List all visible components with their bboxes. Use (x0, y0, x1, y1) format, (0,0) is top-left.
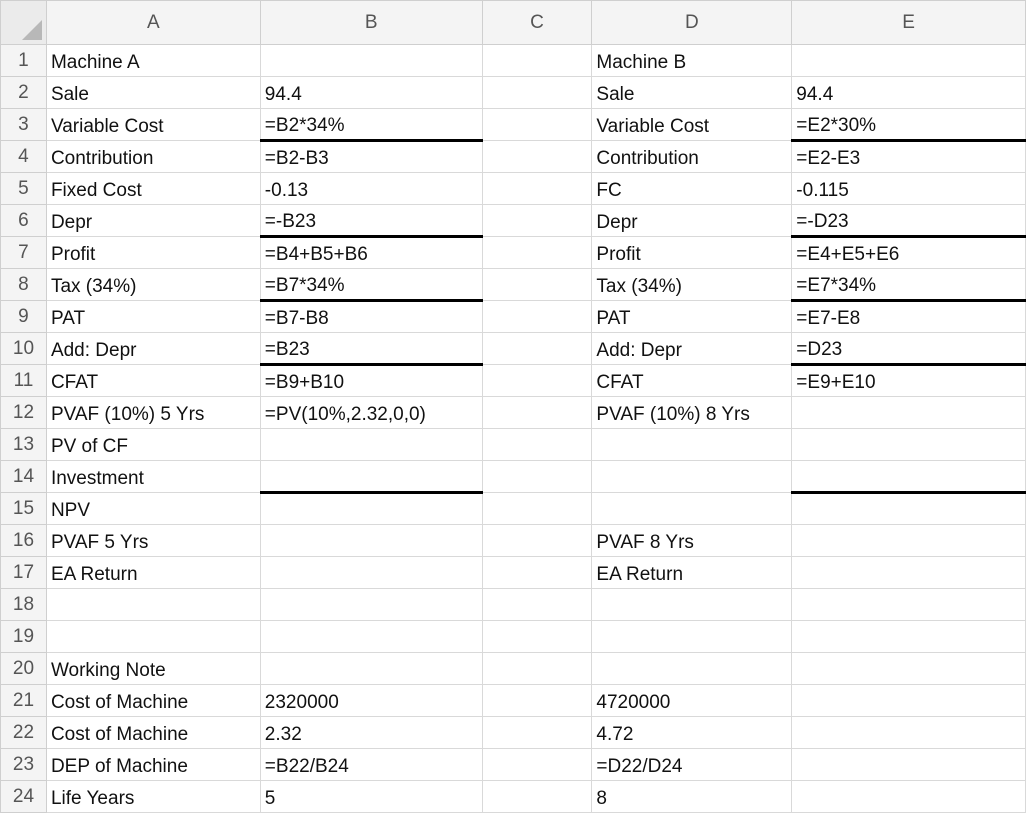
cell-b[interactable]: 5 (260, 781, 482, 813)
cell-e[interactable] (792, 749, 1026, 781)
cell-c[interactable] (482, 621, 592, 653)
table-row (1, 525, 1026, 557)
cell-d[interactable] (592, 621, 792, 653)
cell-b[interactable]: =B2*34% (260, 109, 482, 141)
row-header[interactable]: 9 (1, 301, 47, 333)
cell-d[interactable] (592, 493, 792, 525)
table-row (1, 493, 1026, 525)
cell-d[interactable]: Variable Cost (592, 109, 792, 141)
cell-a[interactable]: PVAF 5 Yrs (46, 525, 260, 557)
cell-a[interactable]: PV of CF (46, 429, 260, 461)
cell-b[interactable] (260, 525, 482, 557)
cell-e[interactable] (792, 429, 1026, 461)
cell-a[interactable]: PAT (46, 301, 260, 333)
cell-d[interactable] (592, 589, 792, 621)
cell-b[interactable]: 2320000 (260, 685, 482, 717)
cell-a[interactable]: CFAT (46, 365, 260, 397)
cell-d[interactable]: Depr (592, 205, 792, 237)
cell-a[interactable]: Fixed Cost (46, 173, 260, 205)
cell-c[interactable] (482, 205, 592, 237)
row-header[interactable]: 14 (1, 461, 47, 493)
cell-e[interactable] (792, 653, 1026, 685)
cell-e[interactable]: =E2-E3 (792, 141, 1026, 173)
row-header[interactable]: 15 (1, 493, 47, 525)
cell-d[interactable]: PVAF 8 Yrs (592, 525, 792, 557)
row-header[interactable]: 21 (1, 685, 47, 717)
cell-c[interactable] (482, 45, 592, 77)
table-row (1, 461, 1026, 493)
table-row (1, 141, 1026, 173)
cell-a[interactable]: Working Note (46, 653, 260, 685)
table-row (1, 685, 1026, 717)
row-header[interactable]: 16 (1, 525, 47, 557)
row-header[interactable]: 19 (1, 621, 47, 653)
cell-b[interactable]: =B22/B24 (260, 749, 482, 781)
cell-e[interactable] (792, 685, 1026, 717)
cell-e[interactable] (792, 493, 1026, 525)
cell-e[interactable] (792, 589, 1026, 621)
cell-c[interactable] (482, 493, 592, 525)
cell-b[interactable] (260, 461, 482, 493)
cell-c[interactable] (482, 429, 592, 461)
table-row (1, 205, 1026, 237)
row-header[interactable]: 18 (1, 589, 47, 621)
cell-d[interactable] (592, 653, 792, 685)
table-row (1, 621, 1026, 653)
table-row (1, 173, 1026, 205)
table-row (1, 109, 1026, 141)
table-row (1, 301, 1026, 333)
cell-d[interactable]: Profit (592, 237, 792, 269)
cell-a[interactable]: Depr (46, 205, 260, 237)
cell-c[interactable] (482, 685, 592, 717)
column-header-c[interactable]: C (482, 1, 592, 45)
cell-a[interactable]: PVAF (10%) 5 Yrs (46, 397, 260, 429)
cell-a[interactable]: Cost of Machine (46, 717, 260, 749)
cell-b[interactable]: =B4+B5+B6 (260, 237, 482, 269)
cell-d[interactable]: EA Return (592, 557, 792, 589)
cell-c[interactable] (482, 717, 592, 749)
cell-c[interactable] (482, 461, 592, 493)
row-header[interactable]: 17 (1, 557, 47, 589)
select-all-corner[interactable] (1, 1, 47, 45)
row-header[interactable]: 22 (1, 717, 47, 749)
table-row (1, 781, 1026, 813)
cell-b[interactable]: =PV(10%,2.32,0,0) (260, 397, 482, 429)
cell-e[interactable] (792, 45, 1026, 77)
cell-c[interactable] (482, 301, 592, 333)
cell-b[interactable] (260, 493, 482, 525)
cell-e[interactable] (792, 397, 1026, 429)
cell-d[interactable]: CFAT (592, 365, 792, 397)
cell-e[interactable]: =-D23 (792, 205, 1026, 237)
cell-b[interactable]: =-B23 (260, 205, 482, 237)
cell-e[interactable] (792, 781, 1026, 813)
cell-e[interactable]: =E7*34% (792, 269, 1026, 301)
cell-d[interactable]: Contribution (592, 141, 792, 173)
cell-a[interactable]: Variable Cost (46, 109, 260, 141)
cell-c[interactable] (482, 173, 592, 205)
cell-c[interactable] (482, 557, 592, 589)
table-row (1, 365, 1026, 397)
column-header-e[interactable]: E (792, 1, 1026, 45)
table-row (1, 397, 1026, 429)
row-header[interactable]: 8 (1, 269, 47, 301)
table-row (1, 653, 1026, 685)
cell-e[interactable] (792, 621, 1026, 653)
cell-d[interactable]: =D22/D24 (592, 749, 792, 781)
cell-a[interactable] (46, 589, 260, 621)
cell-e[interactable]: =E4+E5+E6 (792, 237, 1026, 269)
cell-e[interactable]: 94.4 (792, 77, 1026, 109)
cell-a[interactable]: Add: Depr (46, 333, 260, 365)
cell-c[interactable] (482, 749, 592, 781)
cell-b[interactable]: =B7-B8 (260, 301, 482, 333)
cell-a[interactable]: Profit (46, 237, 260, 269)
row-header[interactable]: 5 (1, 173, 47, 205)
table-row (1, 237, 1026, 269)
table-row (1, 77, 1026, 109)
cell-d[interactable] (592, 429, 792, 461)
cell-c[interactable] (482, 653, 592, 685)
cell-a[interactable]: Machine A (46, 45, 260, 77)
cell-d[interactable]: Tax (34%) (592, 269, 792, 301)
cell-a[interactable] (46, 621, 260, 653)
cell-b[interactable] (260, 653, 482, 685)
row-header[interactable]: 10 (1, 333, 47, 365)
cell-b[interactable] (260, 589, 482, 621)
cell-b[interactable]: =B9+B10 (260, 365, 482, 397)
cell-c[interactable] (482, 237, 592, 269)
row-header[interactable]: 2 (1, 77, 47, 109)
column-header-row (1, 1, 1026, 45)
table-row (1, 717, 1026, 749)
cell-c[interactable] (482, 589, 592, 621)
row-header[interactable]: 6 (1, 205, 47, 237)
cell-a[interactable]: DEP of Machine (46, 749, 260, 781)
cell-e[interactable] (792, 717, 1026, 749)
cell-b[interactable]: =B23 (260, 333, 482, 365)
cell-e[interactable] (792, 525, 1026, 557)
cell-a[interactable]: Life Years (46, 781, 260, 813)
table-row (1, 269, 1026, 301)
table-row (1, 45, 1026, 77)
cell-a[interactable]: EA Return (46, 557, 260, 589)
cell-c[interactable] (482, 525, 592, 557)
cell-c[interactable] (482, 141, 592, 173)
cell-d[interactable]: FC (592, 173, 792, 205)
cell-d[interactable]: 4720000 (592, 685, 792, 717)
row-header[interactable]: 11 (1, 365, 47, 397)
cell-a[interactable]: Contribution (46, 141, 260, 173)
grid-body (1, 45, 1026, 813)
row-header[interactable]: 13 (1, 429, 47, 461)
row-header[interactable]: 1 (1, 45, 47, 77)
cell-e[interactable]: =D23 (792, 333, 1026, 365)
cell-b[interactable]: =B2-B3 (260, 141, 482, 173)
table-row (1, 749, 1026, 781)
cell-b[interactable] (260, 557, 482, 589)
table-row (1, 333, 1026, 365)
cell-e[interactable]: -0.115 (792, 173, 1026, 205)
cell-a[interactable]: Investment (46, 461, 260, 493)
cell-e[interactable]: =E2*30% (792, 109, 1026, 141)
cell-b[interactable]: 94.4 (260, 77, 482, 109)
row-header[interactable]: 7 (1, 237, 47, 269)
cell-b[interactable] (260, 45, 482, 77)
cell-d[interactable]: 8 (592, 781, 792, 813)
cell-c[interactable] (482, 397, 592, 429)
cell-e[interactable]: =E9+E10 (792, 365, 1026, 397)
cell-b[interactable] (260, 429, 482, 461)
cell-c[interactable] (482, 77, 592, 109)
cell-c[interactable] (482, 269, 592, 301)
row-header[interactable]: 12 (1, 397, 47, 429)
row-header[interactable]: 20 (1, 653, 47, 685)
row-header[interactable]: 24 (1, 781, 47, 813)
cell-d[interactable]: Machine B (592, 45, 792, 77)
cell-d[interactable]: 4.72 (592, 717, 792, 749)
column-header-a[interactable]: A (46, 1, 260, 45)
row-header[interactable]: 4 (1, 141, 47, 173)
cell-b[interactable]: -0.13 (260, 173, 482, 205)
cell-a[interactable]: Cost of Machine (46, 685, 260, 717)
cell-b[interactable]: 2.32 (260, 717, 482, 749)
cell-c[interactable] (482, 365, 592, 397)
cell-d[interactable]: PAT (592, 301, 792, 333)
cell-d[interactable] (592, 461, 792, 493)
table-row (1, 589, 1026, 621)
row-header[interactable]: 23 (1, 749, 47, 781)
cell-b[interactable] (260, 621, 482, 653)
cell-c[interactable] (482, 333, 592, 365)
cell-a[interactable]: Tax (34%) (46, 269, 260, 301)
column-header-b[interactable]: B (260, 1, 482, 45)
cell-e[interactable] (792, 557, 1026, 589)
cell-e[interactable]: =E7-E8 (792, 301, 1026, 333)
cell-a[interactable]: NPV (46, 493, 260, 525)
cell-d[interactable]: Add: Depr (592, 333, 792, 365)
cell-e[interactable] (792, 461, 1026, 493)
table-row (1, 429, 1026, 461)
cell-c[interactable] (482, 781, 592, 813)
cell-d[interactable]: Sale (592, 77, 792, 109)
row-header[interactable]: 3 (1, 109, 47, 141)
cell-c[interactable] (482, 109, 592, 141)
cell-d[interactable]: PVAF (10%) 8 Yrs (592, 397, 792, 429)
table-row (1, 557, 1026, 589)
cell-b[interactable]: =B7*34% (260, 269, 482, 301)
cell-a[interactable]: Sale (46, 77, 260, 109)
column-header-d[interactable]: D (592, 1, 792, 45)
